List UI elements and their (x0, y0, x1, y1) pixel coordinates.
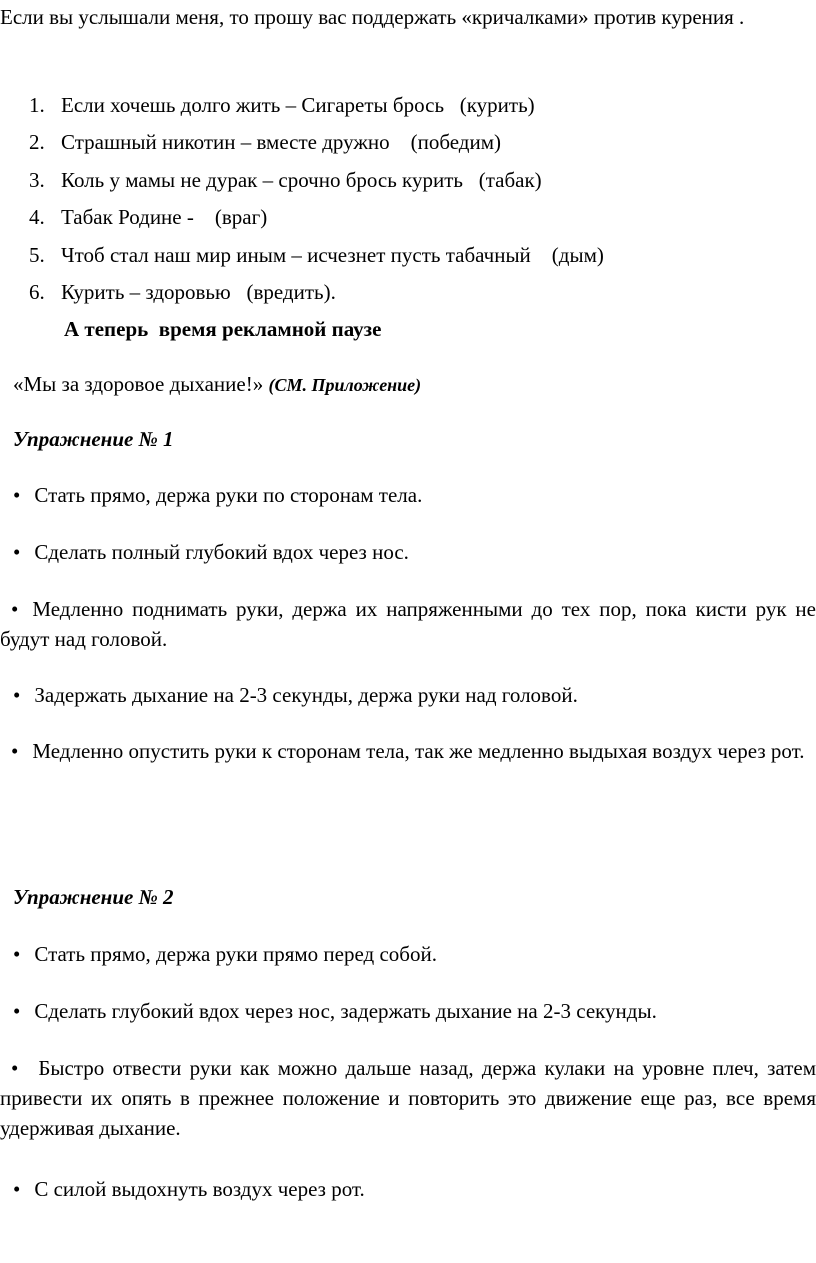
exercise-2-step (0, 939, 816, 969)
bullet-icon: • (13, 1177, 21, 1201)
exercise-1-step (0, 594, 816, 654)
bullet-icon: • (13, 483, 21, 507)
step-text: Стать прямо, держа руки прямо перед собой. (34, 942, 437, 966)
step-text: Медленно опустить руки к сторонам тела, так же медленно выдыхая воздух через рот. (32, 739, 805, 763)
list-item-text: Коль у мамы не дурак – срочно брось курить (табак) (61, 167, 542, 192)
list-item-number: 1. (29, 93, 45, 117)
step-text: Сделать глубокий вдох через нос, задержать дыхание на 2-3 секунды. (34, 999, 657, 1023)
bullet-icon: • (11, 597, 19, 621)
exercise-2-title: Упражнение № 2 (13, 885, 174, 909)
list-item (0, 90, 816, 127)
list-item-number: 3. (29, 167, 45, 192)
list-item (0, 165, 816, 202)
step-text: Стать прямо, держа руки по сторонам тела. (34, 483, 423, 507)
bullet-icon: • (13, 540, 21, 564)
exercise-1-step (0, 480, 816, 510)
step-text: С силой выдохнуть воздух через рот. (34, 1177, 365, 1201)
list-item-number: 4. (29, 205, 45, 230)
list-item-text: Табак Родине - (враг) (61, 205, 268, 230)
bullet-icon: • (11, 1056, 19, 1080)
list-item-number: 5. (29, 242, 45, 267)
exercise-2-step (0, 1174, 816, 1204)
list-item-text: Страшный никотин – вместе дружно (победим) (61, 130, 502, 155)
step-text: Быстро отвести руки как можно дальше назад, держа кулаки на уровне плеч, затем привести их опять в прежнее положение и повторить это движение еще раз, все время удерживая дыхание. (0, 1056, 816, 1140)
list-item (0, 240, 816, 277)
step-text: Сделать полный глубокий вдох через нос. (34, 540, 409, 564)
list-item (0, 277, 816, 314)
list-item (0, 127, 816, 164)
ad-pause-heading: А теперь время рекламной паузе (64, 317, 382, 341)
exercise-2-step (0, 996, 816, 1026)
bullet-icon: • (13, 999, 21, 1023)
exercise-1-step (0, 537, 816, 567)
step-text: Медленно поднимать руки, держа их напряженными до тех пор, пока кисти рук не будут над головой. (0, 597, 816, 651)
intro-paragraph: Если вы услышали меня, то прошу вас поддержать «кричалками» против курения . (0, 5, 745, 29)
exercise-1-title: Упражнение № 1 (13, 427, 174, 451)
slogan-text: «Мы за здоровое дыхание!» (13, 372, 269, 396)
list-item-text: Если хочешь долго жить – Сигареты брось (курить) (61, 93, 535, 117)
exercise-2-step (0, 1053, 816, 1143)
appendix-note: (СМ. Приложение) (268, 375, 422, 395)
bullet-icon: • (11, 739, 19, 763)
list-item-number: 2. (29, 130, 45, 155)
exercise-1-step (0, 736, 816, 766)
chant-list (0, 90, 816, 314)
bullet-icon: • (13, 683, 21, 707)
list-item-number: 6. (29, 279, 45, 304)
slogan-line (13, 369, 421, 400)
exercise-1-step (0, 680, 816, 710)
list-item-text: Курить – здоровью (вредить). (61, 279, 336, 304)
bullet-icon: • (13, 942, 21, 966)
list-item-text: Чтоб стал наш мир иным – исчезнет пусть табачный (дым) (61, 242, 604, 267)
step-text: Задержать дыхание на 2-3 секунды, держа руки над головой. (34, 683, 578, 707)
list-item (0, 202, 816, 239)
